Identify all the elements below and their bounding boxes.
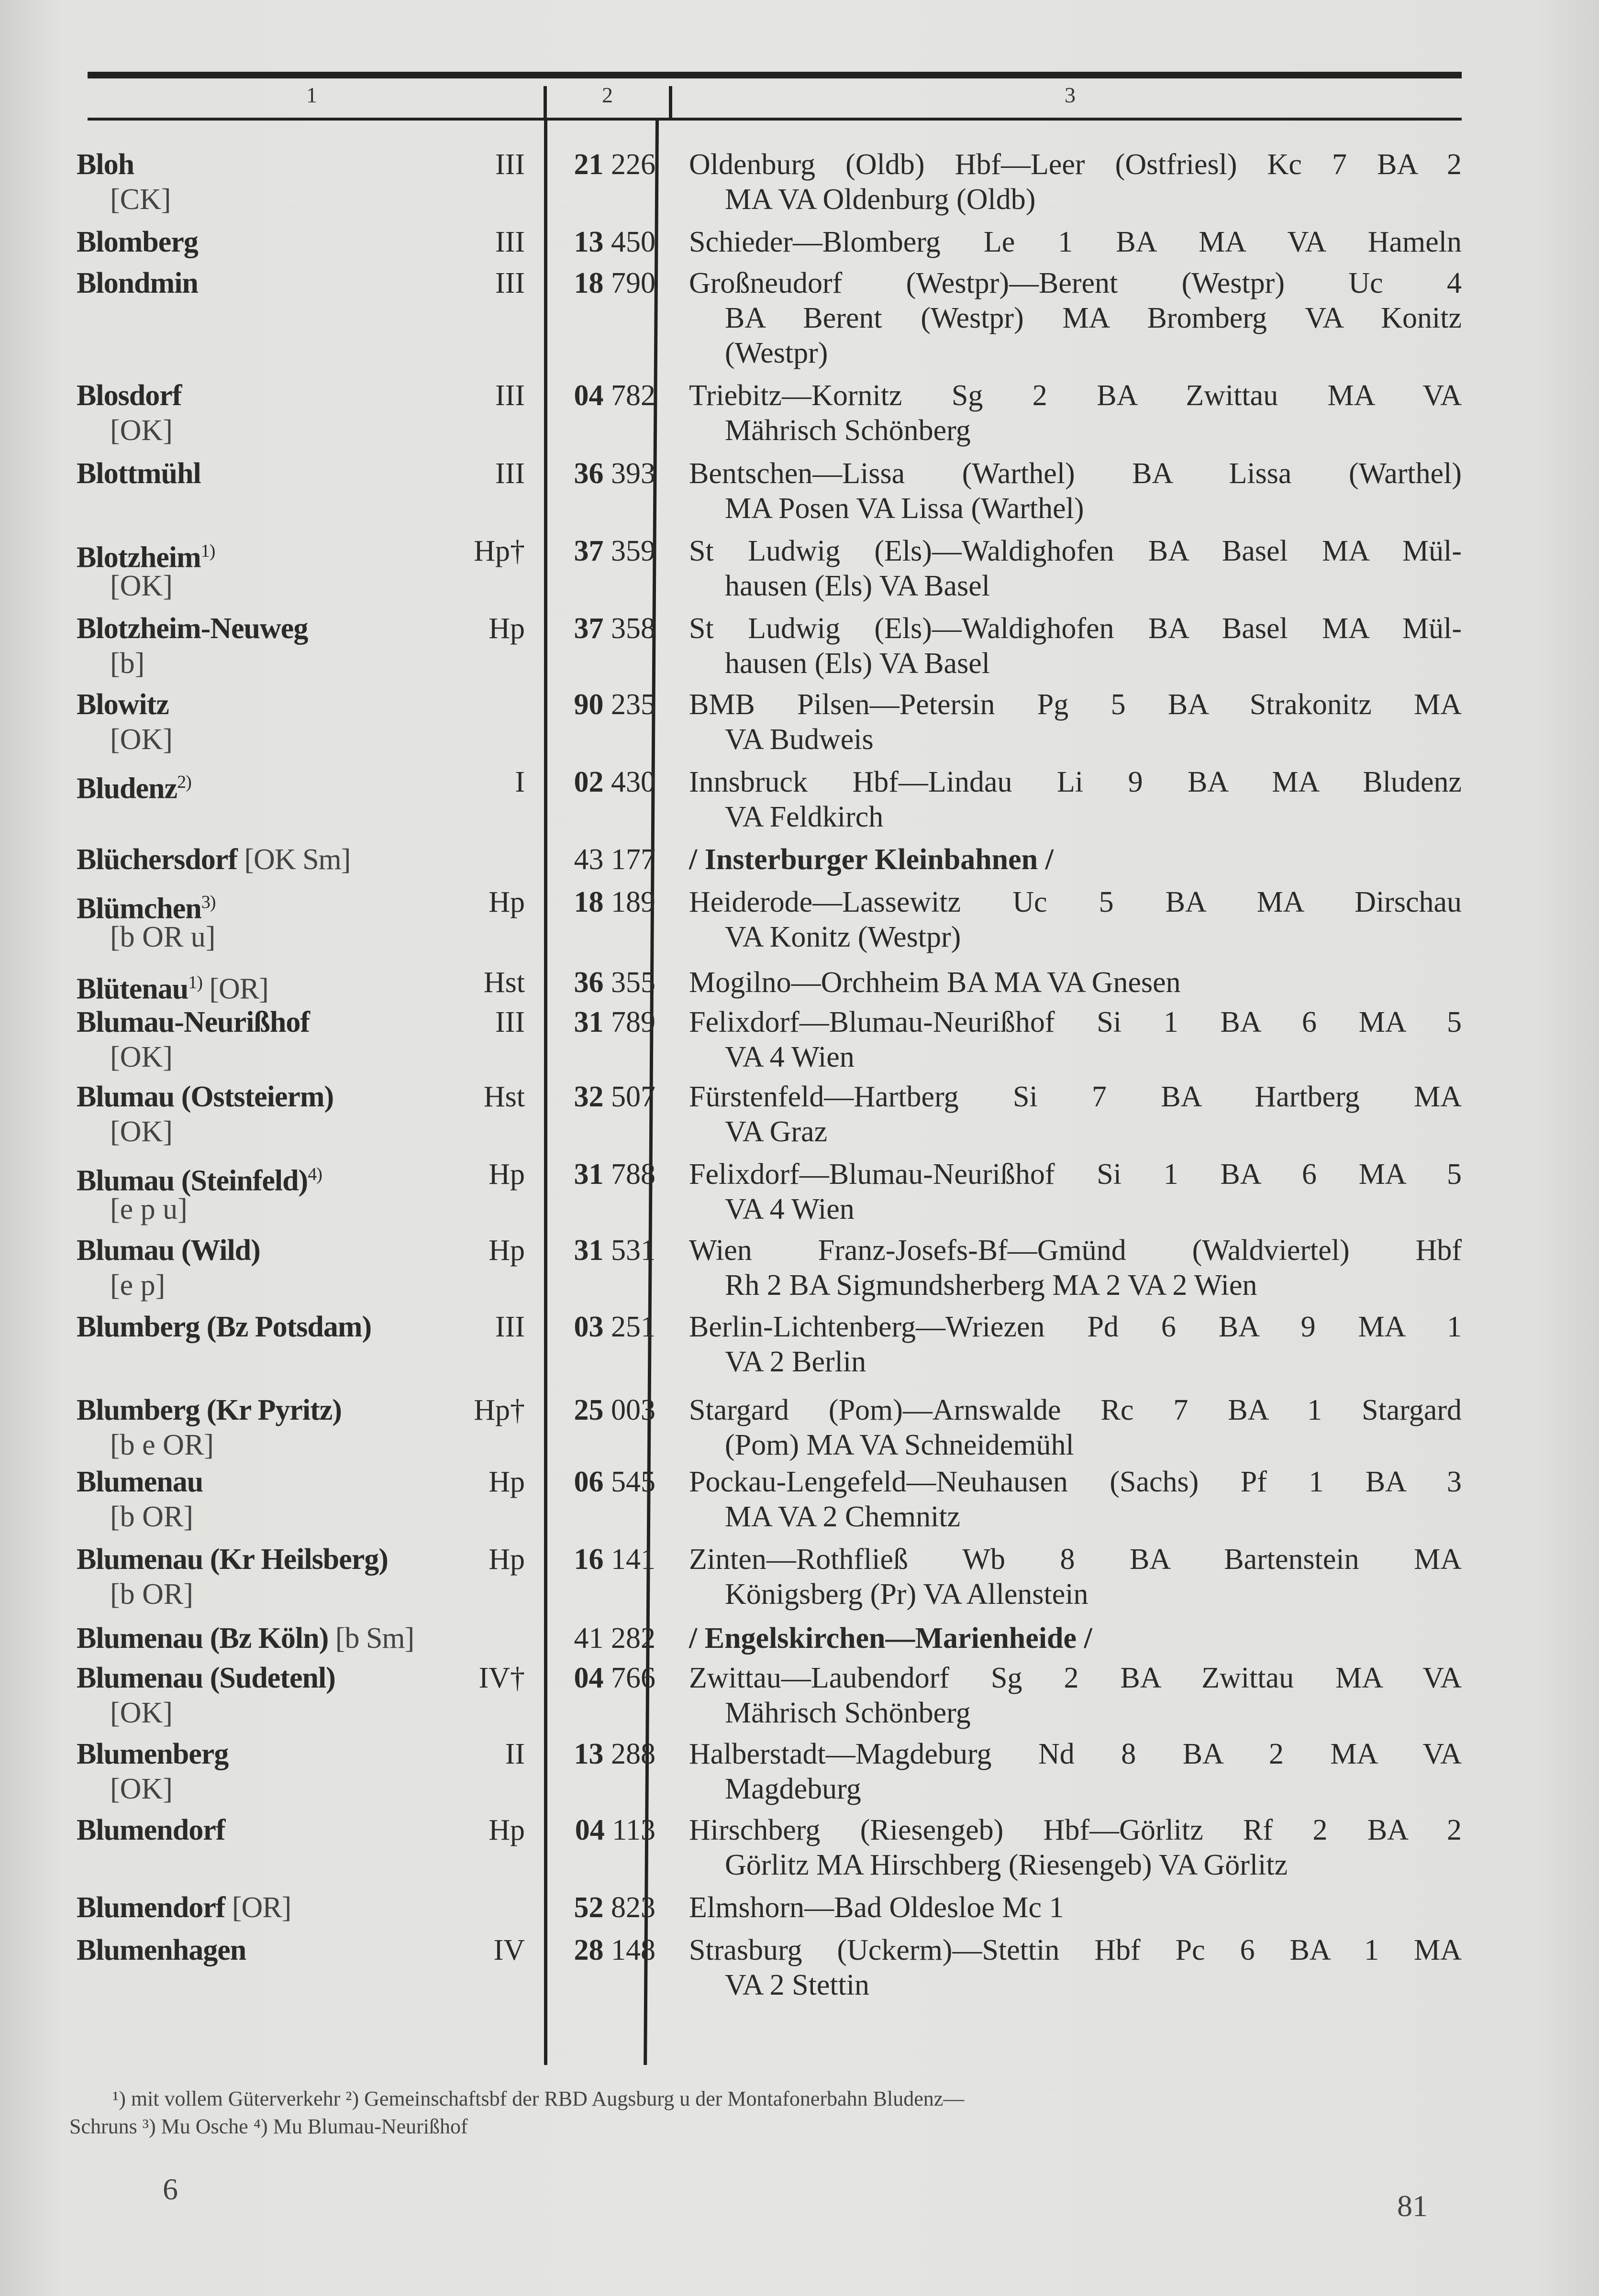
station-class: Hp† bbox=[474, 1394, 525, 1426]
code-suffix: 113 bbox=[612, 1814, 655, 1846]
footnote-ref: 1) bbox=[188, 972, 202, 993]
station-name bbox=[77, 225, 198, 260]
station-code bbox=[574, 885, 656, 920]
station-class: III bbox=[495, 267, 525, 299]
station-code bbox=[574, 147, 656, 182]
station-name bbox=[77, 1233, 260, 1268]
signature-mark: 6 bbox=[163, 2172, 178, 2206]
station-name-text: Blotzheim-Neuweg bbox=[77, 612, 308, 645]
code-prefix: 18 bbox=[574, 267, 604, 299]
code-prefix: 04 bbox=[574, 1662, 604, 1694]
description-line: Triebitz—Kornitz Sg 2 BA Zwittau MA VA bbox=[689, 379, 1462, 412]
description-line: Bentschen—Lissa (Warthel) BA Lissa (Warthel) bbox=[689, 457, 1462, 490]
code-suffix: 141 bbox=[611, 1543, 655, 1576]
station-name-text: Blomberg bbox=[77, 226, 198, 258]
station-class: I bbox=[515, 766, 525, 798]
station-name bbox=[77, 147, 134, 182]
description-line: Stargard (Pom)—Arnswalde Rc 7 BA 1 Stargard bbox=[689, 1394, 1462, 1426]
code-prefix: 37 bbox=[574, 535, 604, 567]
description-line: VA 4 Wien bbox=[725, 1193, 855, 1225]
station-class: Hp bbox=[489, 886, 525, 918]
code-suffix: 430 bbox=[611, 766, 655, 798]
station-tag: [b OR u] bbox=[110, 921, 216, 953]
code-prefix: 41 bbox=[574, 1622, 604, 1655]
station-tag: [OK] bbox=[110, 570, 173, 602]
route-description bbox=[689, 1157, 1462, 1227]
station-name-text: Blümchen bbox=[77, 892, 201, 925]
station-name bbox=[77, 1661, 335, 1696]
description-line: Zwittau—Laubendorf Sg 2 BA Zwittau MA VA bbox=[689, 1662, 1462, 1694]
description-line: Pockau-Lengefeld—Neuhausen (Sachs) Pf 1 BA 3 bbox=[689, 1466, 1462, 1498]
page-number: 81 bbox=[1397, 2189, 1428, 2223]
route-description bbox=[689, 1661, 1462, 1731]
description-line: Königsberg (Pr) VA Allenstein bbox=[725, 1578, 1088, 1611]
station-code bbox=[574, 378, 656, 413]
station-name bbox=[77, 456, 201, 491]
code-prefix: 31 bbox=[574, 1006, 604, 1038]
station-name-text: Blotzheim bbox=[77, 541, 201, 574]
footnote-ref: 4) bbox=[308, 1164, 322, 1184]
code-prefix: 32 bbox=[574, 1081, 604, 1113]
route-description bbox=[689, 225, 1462, 260]
code-prefix: 04 bbox=[574, 379, 604, 412]
code-suffix: 450 bbox=[611, 226, 655, 258]
code-suffix: 823 bbox=[611, 1891, 655, 1924]
route-description bbox=[689, 1080, 1462, 1149]
station-name bbox=[77, 1813, 225, 1848]
station-name bbox=[77, 1890, 291, 1925]
station-name bbox=[77, 1737, 228, 1772]
code-suffix: 531 bbox=[611, 1234, 655, 1267]
station-name-text: Blumau (Steinfeld) bbox=[77, 1164, 308, 1197]
station-name-text: Blumendorf bbox=[77, 1814, 225, 1846]
code-prefix: 21 bbox=[574, 148, 604, 181]
station-name bbox=[77, 1005, 310, 1040]
code-prefix: 28 bbox=[574, 1934, 604, 1966]
footnote-line-2: Schruns ³) Mu Osche ⁴) Mu Blumau-Neurißhof bbox=[69, 2115, 468, 2138]
description-line: St Ludwig (Els)—Waldighofen BA Basel MA Mül- bbox=[689, 612, 1462, 645]
description-line: BA Berent (Westpr) MA Bromberg VA Konitz bbox=[725, 302, 1462, 334]
column-header-1: 1 bbox=[306, 83, 317, 107]
station-code bbox=[574, 1233, 656, 1268]
description-line: Halberstadt—Magdeburg Nd 8 BA 2 MA VA bbox=[689, 1738, 1462, 1770]
route-description bbox=[689, 534, 1462, 604]
station-class: III bbox=[495, 457, 525, 490]
station-code bbox=[574, 1621, 656, 1656]
station-code bbox=[574, 842, 656, 877]
description-line: Mährisch Schönberg bbox=[725, 414, 971, 447]
code-prefix: 43 bbox=[574, 843, 604, 876]
station-tag: [OR] bbox=[232, 1891, 291, 1924]
station-class: III bbox=[495, 148, 525, 181]
station-name-text: Blumau (Wild) bbox=[77, 1234, 260, 1267]
description-line: Elmshorn—Bad Oldesloe Mc 1 bbox=[689, 1891, 1064, 1924]
code-suffix: 148 bbox=[611, 1934, 655, 1966]
station-name bbox=[77, 687, 169, 722]
station-class: Hp† bbox=[474, 535, 525, 567]
station-code bbox=[574, 456, 656, 491]
description-line: Hirschberg (Riesengeb) Hbf—Görlitz Rf 2 BA 2 bbox=[689, 1814, 1462, 1846]
station-name-text: Blumberg (Kr Pyritz) bbox=[77, 1394, 342, 1426]
station-name-text: Bludenz bbox=[77, 772, 178, 805]
description-line: Mogilno—Orchheim BA MA VA Gnesen bbox=[689, 966, 1181, 999]
code-suffix: 235 bbox=[611, 688, 655, 721]
station-name bbox=[77, 1080, 333, 1115]
route-description bbox=[689, 1310, 1462, 1380]
station-name-text: Blumenau bbox=[77, 1466, 203, 1498]
station-class: Hp bbox=[489, 1543, 525, 1576]
column-divider-1 bbox=[544, 121, 547, 2065]
code-prefix: 25 bbox=[574, 1394, 604, 1426]
station-class: Hp bbox=[489, 612, 525, 645]
code-suffix: 789 bbox=[611, 1006, 655, 1038]
description-line: Wien Franz-Josefs-Bf—Gmünd (Waldviertel) Hbf bbox=[689, 1234, 1462, 1267]
route-description bbox=[689, 842, 1462, 877]
station-name bbox=[77, 842, 350, 877]
station-name bbox=[77, 965, 268, 1007]
description-line: Heiderode—Lassewitz Uc 5 BA MA Dirschau bbox=[689, 886, 1462, 918]
station-tag: [b OR] bbox=[110, 1578, 193, 1611]
route-description bbox=[689, 765, 1462, 835]
route-description bbox=[689, 1005, 1462, 1075]
station-tag: [OK] bbox=[110, 723, 173, 756]
description-line: VA 2 Berlin bbox=[725, 1346, 866, 1378]
route-description bbox=[689, 1542, 1462, 1612]
station-name-text: Blumenau (Bz Köln) bbox=[77, 1622, 329, 1655]
code-suffix: 766 bbox=[611, 1662, 655, 1694]
station-tag: [OK] bbox=[110, 1041, 173, 1073]
station-name-text: Blumenberg bbox=[77, 1738, 229, 1770]
code-prefix: 03 bbox=[574, 1311, 604, 1343]
station-code bbox=[574, 765, 656, 800]
code-prefix: 31 bbox=[574, 1158, 604, 1191]
station-name-text: Blumenhagen bbox=[77, 1934, 246, 1966]
station-class: Hp bbox=[489, 1814, 525, 1846]
description-line: Zinten—Rothfließ Wb 8 BA Bartenstein MA bbox=[689, 1543, 1462, 1576]
code-suffix: 226 bbox=[611, 148, 655, 181]
code-suffix: 790 bbox=[611, 267, 655, 299]
code-suffix: 003 bbox=[611, 1394, 655, 1426]
station-class: III bbox=[495, 1006, 525, 1038]
description-line: VA Konitz (Westpr) bbox=[725, 921, 961, 953]
code-suffix: 355 bbox=[611, 966, 655, 999]
description-line: VA Graz bbox=[725, 1115, 828, 1148]
station-name-text: Blottmühl bbox=[77, 457, 201, 490]
station-code bbox=[574, 1310, 656, 1345]
station-code bbox=[574, 266, 656, 301]
description-line: Strasburg (Uckerm)—Stettin Hbf Pc 6 BA 1 MA bbox=[689, 1934, 1462, 1966]
code-prefix: 36 bbox=[574, 966, 604, 999]
route-description bbox=[689, 1233, 1462, 1303]
description-line: Rh 2 BA Sigmundsherberg MA 2 VA 2 Wien bbox=[725, 1269, 1257, 1302]
station-code bbox=[574, 1080, 656, 1115]
station-class: III bbox=[495, 1311, 525, 1343]
description-line: St Ludwig (Els)—Waldighofen BA Basel MA Mül- bbox=[689, 535, 1462, 567]
route-description bbox=[689, 1890, 1462, 1925]
station-name bbox=[77, 1933, 246, 1968]
code-prefix: 13 bbox=[574, 1738, 604, 1770]
description-line: (Westpr) bbox=[725, 337, 828, 369]
station-tag: [e p] bbox=[110, 1269, 166, 1302]
station-class: III bbox=[495, 226, 525, 258]
description-line: Felixdorf—Blumau-Neurißhof Si 1 BA 6 MA 5 bbox=[689, 1006, 1462, 1038]
description-line: (Pom) MA VA Schneidemühl bbox=[725, 1429, 1074, 1461]
station-tag: [b Sm] bbox=[335, 1622, 414, 1655]
column-header-3: 3 bbox=[1065, 83, 1076, 107]
code-suffix: 282 bbox=[611, 1622, 655, 1655]
station-tag: [e p u] bbox=[110, 1193, 188, 1225]
route-description bbox=[689, 1393, 1462, 1463]
station-tag: [CK] bbox=[110, 183, 171, 216]
description-line: hausen (Els) VA Basel bbox=[725, 647, 990, 680]
code-prefix: 37 bbox=[574, 612, 604, 645]
station-code bbox=[574, 225, 656, 260]
station-name bbox=[77, 378, 181, 413]
code-suffix: 545 bbox=[611, 1466, 655, 1498]
station-class: Hst bbox=[483, 1081, 525, 1113]
description-line: VA Budweis bbox=[725, 723, 874, 756]
code-suffix: 288 bbox=[611, 1738, 655, 1770]
code-suffix: 189 bbox=[611, 886, 655, 918]
station-name bbox=[77, 1621, 414, 1656]
description-line: VA 4 Wien bbox=[725, 1041, 855, 1073]
code-suffix: 251 bbox=[611, 1311, 655, 1343]
description-line: Mährisch Schönberg bbox=[725, 1697, 971, 1729]
route-description bbox=[689, 1813, 1462, 1883]
station-tag: [OK Sm] bbox=[244, 843, 351, 876]
header-divider-2 bbox=[669, 86, 672, 118]
description-line: Berlin-Lichtenberg—Wriezen Pd 6 BA 9 MA 1 bbox=[689, 1311, 1462, 1343]
station-name-text: Blumendorf bbox=[77, 1891, 225, 1924]
route-description bbox=[689, 965, 1462, 1000]
code-prefix: 52 bbox=[574, 1891, 604, 1924]
footnote-line-1: ¹) mit vollem Güterverkehr ²) Gemeinschaftsbf der RBD Augsburg u der Montafonerbahn Bludenz— bbox=[112, 2087, 965, 2110]
station-class: III bbox=[495, 379, 525, 412]
station-name-text: Blumenau (Kr Heilsberg) bbox=[77, 1543, 388, 1576]
description-line: Schieder—Blomberg Le 1 BA MA VA Hameln bbox=[689, 226, 1462, 258]
station-class: II bbox=[505, 1738, 525, 1770]
station-class: Hp bbox=[489, 1466, 525, 1498]
footnote-ref: 2) bbox=[177, 772, 191, 792]
station-tag: [b OR] bbox=[110, 1501, 193, 1533]
station-class: Hst bbox=[483, 966, 525, 999]
station-code bbox=[574, 1465, 656, 1500]
code-suffix: 393 bbox=[611, 457, 655, 490]
route-description bbox=[689, 885, 1462, 955]
station-code bbox=[574, 965, 656, 1000]
station-name-text: Blumau (Oststeierm) bbox=[77, 1081, 334, 1113]
station-code bbox=[574, 1737, 656, 1772]
route-description bbox=[689, 611, 1462, 681]
description-line: VA Feldkirch bbox=[725, 801, 884, 833]
description-line: Innsbruck Hbf—Lindau Li 9 BA MA Bludenz bbox=[689, 766, 1462, 798]
station-tag: [OK] bbox=[110, 1697, 173, 1729]
route-description bbox=[689, 1933, 1462, 2003]
header-divider-1 bbox=[544, 86, 547, 118]
header-rule bbox=[88, 118, 1462, 121]
station-name-text: Blowitz bbox=[77, 688, 169, 721]
description-line: Oldenburg (Oldb) Hbf—Leer (Ostfriesl) Kc 7 BA 2 bbox=[689, 148, 1462, 181]
station-name bbox=[77, 1393, 342, 1428]
description-line: hausen (Els) VA Basel bbox=[725, 570, 990, 602]
top-rule bbox=[88, 72, 1462, 78]
description-line: Görlitz MA Hirschberg (Riesengeb) VA Görlitz bbox=[725, 1849, 1288, 1881]
code-suffix: 507 bbox=[611, 1081, 655, 1113]
description-line: MA Posen VA Lissa (Warthel) bbox=[725, 492, 1084, 525]
description-line: MA VA 2 Chemnitz bbox=[725, 1501, 961, 1533]
description-line: VA 2 Stettin bbox=[725, 1969, 870, 2001]
station-tag: [b e OR] bbox=[110, 1429, 214, 1461]
station-name bbox=[77, 1542, 388, 1577]
station-name bbox=[77, 1465, 203, 1500]
code-prefix: 90 bbox=[574, 688, 604, 721]
route-description bbox=[689, 147, 1462, 217]
description-line: Felixdorf—Blumau-Neurißhof Si 1 BA 6 MA 5 bbox=[689, 1158, 1462, 1191]
station-name bbox=[77, 611, 308, 646]
station-code bbox=[574, 1890, 656, 1925]
route-description bbox=[689, 1465, 1462, 1534]
column-header-2: 2 bbox=[602, 83, 613, 107]
station-class: Hp bbox=[489, 1158, 525, 1191]
code-suffix: 788 bbox=[611, 1158, 655, 1191]
station-name-text: Blumberg (Bz Potsdam) bbox=[77, 1311, 372, 1343]
code-prefix: 04 bbox=[575, 1814, 605, 1846]
route-description bbox=[689, 1621, 1462, 1656]
description-line: MA VA Oldenburg (Oldb) bbox=[725, 183, 1036, 216]
station-tag: [OK] bbox=[110, 1773, 173, 1805]
station-code bbox=[574, 687, 656, 722]
station-name-text: Blütenau bbox=[77, 972, 189, 1005]
station-name-text: Blondmin bbox=[77, 267, 198, 299]
station-code bbox=[574, 1005, 656, 1040]
code-prefix: 06 bbox=[574, 1466, 604, 1498]
description-line: / Insterburger Kleinbahnen / bbox=[689, 843, 1054, 876]
route-description bbox=[689, 266, 1462, 371]
description-line: Fürstenfeld—Hartberg Si 7 BA Hartberg MA bbox=[689, 1081, 1462, 1113]
station-name-text: Blosdorf bbox=[77, 379, 182, 412]
station-code bbox=[575, 1813, 655, 1848]
station-name-text: Blumenau (Sudetenl) bbox=[77, 1662, 335, 1694]
station-code bbox=[574, 1393, 656, 1428]
footnote-ref: 1) bbox=[200, 541, 215, 561]
code-prefix: 02 bbox=[574, 766, 604, 798]
code-prefix: 36 bbox=[574, 457, 604, 490]
station-name-text: Bloh bbox=[77, 148, 134, 181]
station-name-text: Blüchersdorf bbox=[77, 843, 237, 876]
station-name bbox=[77, 765, 191, 806]
station-tag: [OK] bbox=[110, 1115, 173, 1148]
route-description bbox=[689, 378, 1462, 448]
station-class: IV† bbox=[478, 1662, 525, 1694]
station-code bbox=[574, 1542, 656, 1577]
code-suffix: 359 bbox=[611, 535, 655, 567]
station-code bbox=[574, 1933, 656, 1968]
code-suffix: 782 bbox=[611, 379, 655, 412]
station-code bbox=[574, 611, 656, 646]
station-name bbox=[77, 1310, 371, 1345]
description-line: Magdeburg bbox=[725, 1773, 861, 1805]
description-line: Großneudorf (Westpr)—Berent (Westpr) Uc 4 bbox=[689, 267, 1462, 299]
station-tag: [OK] bbox=[110, 414, 173, 447]
code-prefix: 13 bbox=[574, 226, 604, 258]
route-description bbox=[689, 687, 1462, 757]
station-code bbox=[574, 1661, 656, 1696]
station-code bbox=[574, 534, 656, 569]
route-description bbox=[689, 456, 1462, 526]
description-line: BMB Pilsen—Petersin Pg 5 BA Strakonitz MA bbox=[689, 688, 1462, 721]
station-class: IV bbox=[493, 1934, 525, 1966]
station-name bbox=[77, 266, 198, 301]
station-tag: [OR] bbox=[209, 972, 268, 1005]
station-class: Hp bbox=[489, 1234, 525, 1267]
route-description bbox=[689, 1737, 1462, 1807]
footnote-ref: 3) bbox=[201, 892, 216, 912]
code-prefix: 18 bbox=[574, 886, 604, 918]
code-prefix: 31 bbox=[574, 1234, 604, 1267]
code-prefix: 16 bbox=[574, 1543, 604, 1576]
station-tag: [b] bbox=[110, 647, 145, 680]
station-code bbox=[574, 1157, 656, 1192]
code-suffix: 177 bbox=[611, 843, 655, 876]
code-suffix: 358 bbox=[611, 612, 655, 645]
station-name-text: Blumau-Neurißhof bbox=[77, 1006, 310, 1038]
description-line: / Engelskirchen—Marienheide / bbox=[689, 1622, 1092, 1655]
